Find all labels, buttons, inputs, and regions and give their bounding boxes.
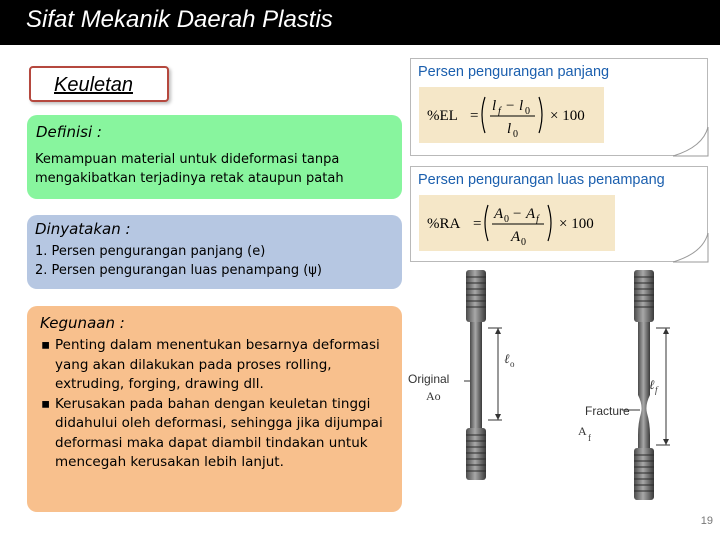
equals-sign: = — [470, 108, 479, 124]
square-bullet-icon: ▪ — [41, 395, 51, 412]
formula-ra-num-a: A — [494, 206, 504, 222]
keuletan-label-box — [29, 66, 169, 102]
formula-el-num-b: l — [519, 98, 524, 114]
formula-ra-num-b: A — [526, 206, 536, 222]
formula-ra-num-a-sub: 0 — [504, 214, 509, 225]
formula-el-num-a-sub: f — [498, 106, 501, 117]
kegunaan-card — [27, 306, 402, 512]
definisi-line-2: mengakibatkan terjadinya retak ataupun patah — [35, 171, 344, 186]
lo-label-sub: o — [510, 359, 515, 369]
formula-el-factor: × 100 — [550, 108, 585, 124]
dinyatakan-item-2: 2. Persen pengurangan luas penampang (ψ) — [35, 263, 322, 278]
page-curl-icon — [673, 233, 709, 263]
formula-ra-label: Persen pengurangan luas penampang — [418, 172, 665, 188]
lf-label: ℓ — [649, 377, 655, 392]
dinyatakan-list — [35, 242, 322, 280]
minus-sign: − — [513, 206, 522, 222]
formula-ra-panel — [419, 195, 615, 251]
dinyatakan-item-1: 1. Persen pengurangan panjang (e) — [35, 244, 266, 259]
fractured-specimen — [578, 270, 670, 500]
formula-ra-den-sub: 0 — [521, 237, 526, 248]
kegunaan-bullet-1-text: Penting dalam menentukan besarnya deformasi yang akan dilakukan pada proses rolling, extruding, forging, drawing dll. — [55, 337, 380, 392]
formula-el-note — [410, 58, 708, 156]
kegunaan-bullet-list — [41, 336, 393, 473]
af-label: A — [578, 424, 587, 438]
definisi-card — [27, 115, 402, 199]
tensile-specimen-diagram — [404, 265, 704, 505]
af-label-sub: f — [588, 433, 591, 443]
formula-el-equation — [419, 87, 604, 143]
formula-ra-lhs: %RA — [427, 216, 461, 232]
slide-title: Sifat Mekanik Daerah Plastis — [26, 6, 333, 33]
formula-ra-num-b-sub: f — [536, 214, 539, 225]
ao-label: Ao — [426, 389, 441, 403]
square-bullet-icon: ▪ — [41, 337, 51, 353]
formula-el-label: Persen pengurangan panjang — [418, 64, 610, 80]
formula-ra-factor: × 100 — [559, 216, 594, 232]
dinyatakan-card — [27, 215, 402, 289]
original-label: Original — [408, 372, 450, 386]
kegunaan-bullet-1 — [41, 336, 393, 395]
formula-el-lhs: %EL — [427, 108, 458, 124]
formula-el-den: l — [507, 121, 512, 137]
formula-ra-den: A — [511, 229, 521, 245]
equals-sign: = — [473, 216, 482, 232]
formula-el-num-a: l — [492, 98, 497, 114]
dinyatakan-heading: Dinyatakan : — [35, 220, 131, 238]
kegunaan-bullet-2-text: Kerusakan pada bahan dengan keuletan tinggi didahului oleh deformasi, sehingga jika dijumpai deformasi maka dapat diambil tindakan untuk mencegah kerusakan lebih lanjut. — [55, 395, 383, 470]
formula-ra-equation — [419, 195, 615, 251]
kegunaan-bullet-2 — [41, 395, 393, 473]
kegunaan-heading: Kegunaan : — [40, 314, 125, 332]
title-bar — [0, 0, 720, 45]
lo-label: ℓ — [504, 351, 510, 366]
keuletan-label: Keuletan — [54, 74, 133, 96]
fracture-label: Fracture — [585, 404, 630, 418]
definisi-text — [35, 150, 344, 188]
formula-el-num-b-sub: 0 — [525, 106, 530, 117]
page-curl-icon — [673, 127, 709, 157]
page-number: 19 — [700, 515, 713, 527]
definisi-heading: Definisi : — [36, 123, 102, 141]
formula-el-den-sub: 0 — [513, 129, 518, 140]
definisi-line-1: Kemampuan material untuk dideformasi tanpa — [35, 152, 340, 167]
formula-el-panel — [419, 87, 604, 143]
lf-label-sub: f — [655, 385, 658, 395]
original-specimen — [408, 270, 515, 480]
formula-ra-note — [410, 166, 708, 262]
minus-sign: − — [506, 98, 515, 114]
